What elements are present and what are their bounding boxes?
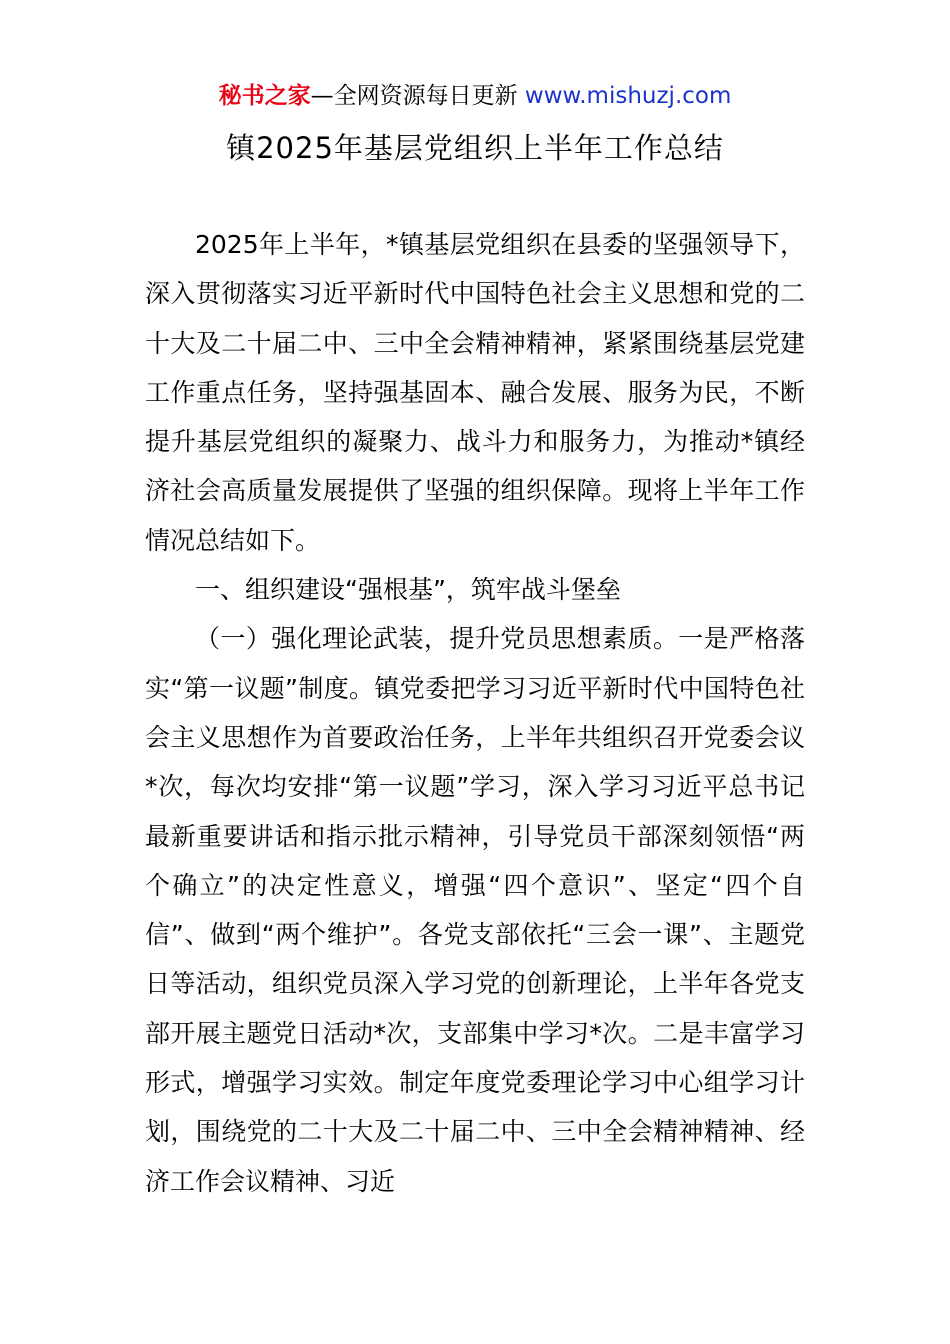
site-slogan: —全网资源每日更新 (310, 83, 525, 109)
intro-paragraph: 2025年上半年，*镇基层党组织在县委的坚强领导下，深入贯彻落实习近平新时代中国特色社会主义思想和党的二十大及二十届二中、三中全会精神精神，紧紧围绕基层党建工作重点任务，坚持强基固本、融合发展、服务为民，不断提升基层党组织的凝聚力、战斗力和服务力，为推动*镇经济社会高质量发展提供了坚强的组织保障。现将上半年工作情况总结如下。 (145, 230, 805, 555)
site-header (0, 80, 950, 112)
site-brand: 秘书之家 (218, 83, 311, 109)
site-url-link[interactable]: www.mishuzj.com (524, 83, 732, 109)
body-paragraph: （一）强化理论武装，提升党员思想素质。一是严格落实“第一议题”制度。镇党委把学习习近平新时代中国特色社会主义思想作为首要政治任务，上半年共组织召开党委会议*次，每次均安排“第一议题”学习，深入学习习近平总书记最新重要讲话和指示批示精神，引导党员干部深刻领悟“两个确立”的决定性意义，增强“四个意识”、坚定“四个自信”、做到“两个维护”。各党支部依托“三会一课”、主题党日等活动，组织党员深入学习党的创新理论，上半年各党支部开展主题党日活动*次，支部集中学习*次。二是丰富学习形式，增强学习实效。制定年度党委理论学习中心组学习计划，围绕党的二十大及二十届二中、三中全会精神精神、经济工作会议精神、习近 (145, 624, 805, 1196)
document-title: 镇2025年基层党组织上半年工作总结 (226, 131, 724, 165)
document-body (145, 220, 805, 1206)
section-heading: 一、组织建设“强根基”，筑牢战斗堡垒 (195, 575, 621, 605)
